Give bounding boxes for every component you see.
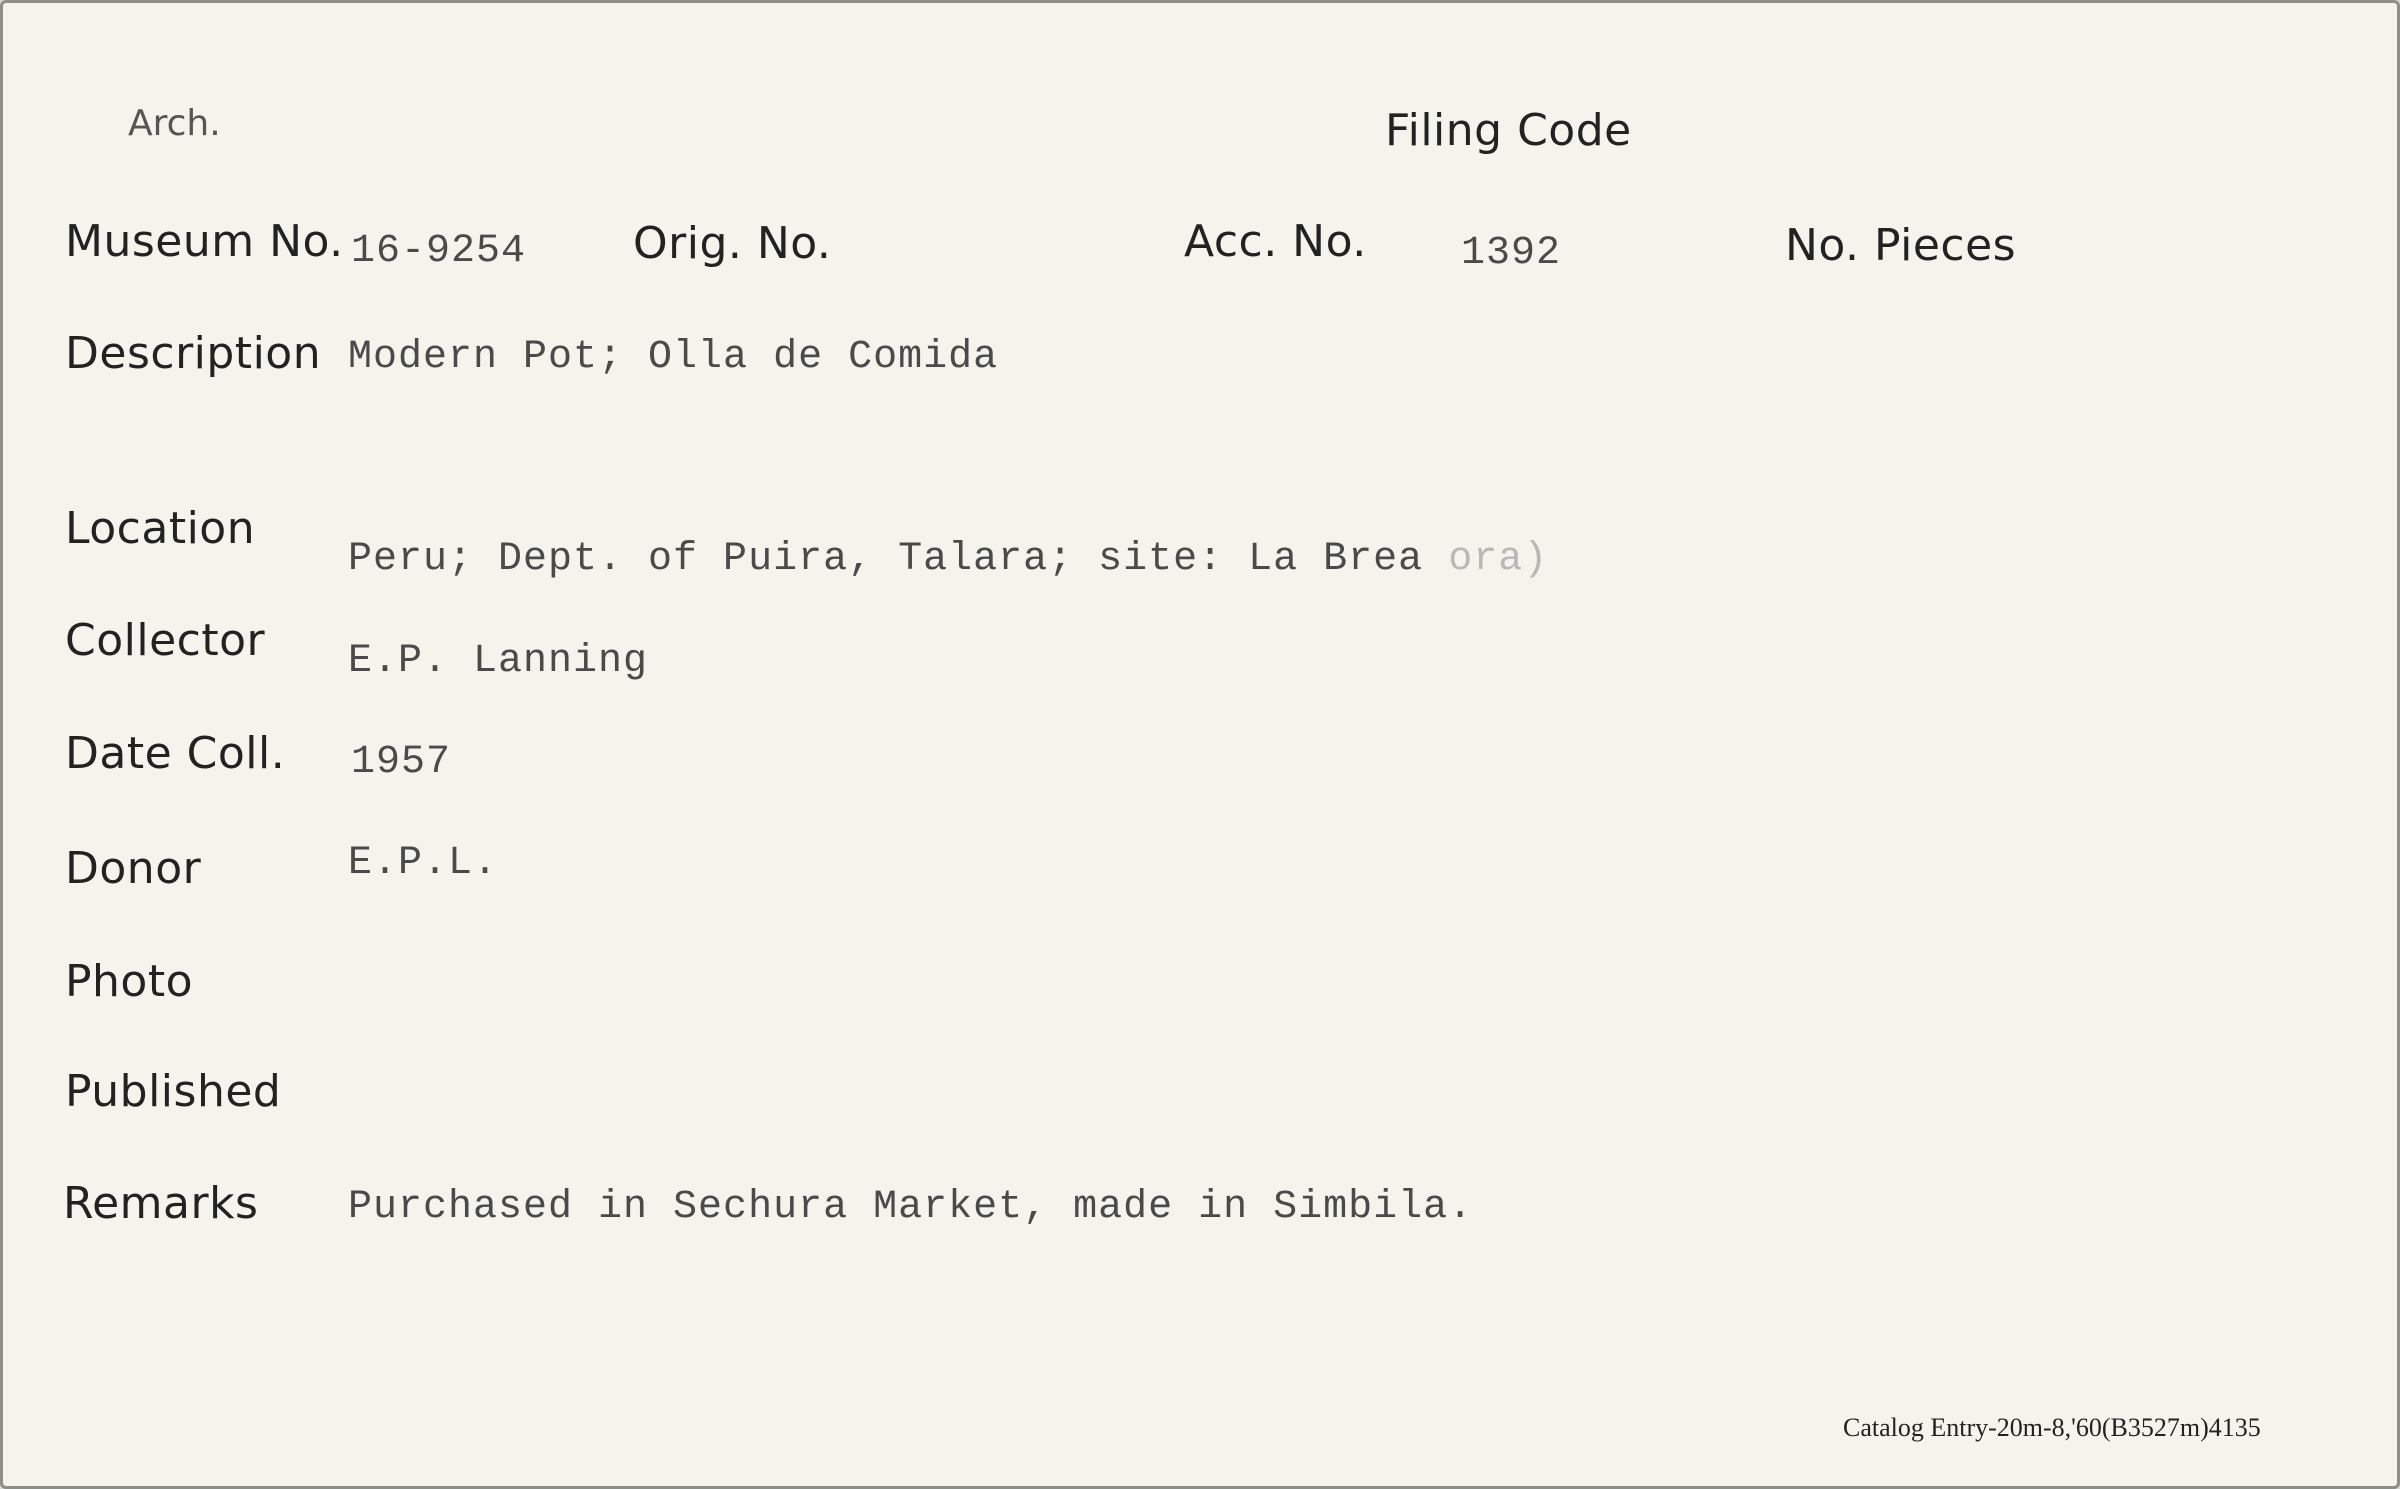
description-label: Description — [65, 328, 322, 379]
donor-value: E.P.L. — [348, 841, 499, 886]
photo-label: Photo — [65, 956, 194, 1007]
date-coll-label: Date Coll. — [65, 728, 286, 779]
remarks-value: Purchased in Sechura Market, made in Simbila. — [348, 1185, 1474, 1230]
location-value — [348, 537, 1548, 582]
no-pieces-label: No. Pieces — [1785, 220, 2017, 271]
filing-code-label: Filing Code — [1385, 105, 1632, 156]
acc-no-label: Acc. No. — [1184, 216, 1367, 267]
museum-no-label: Museum No. — [65, 216, 344, 267]
description-value: Modern Pot; Olla de Comida — [348, 335, 999, 380]
collector-label: Collector — [65, 615, 266, 666]
footer-print: Catalog Entry-20m-8,'60(B3527m)4135 — [1843, 1413, 2261, 1442]
location-faint-tail: ora) — [1448, 537, 1549, 582]
published-label: Published — [65, 1066, 282, 1117]
donor-label: Donor — [65, 843, 202, 894]
museum-no-value: 16-9254 — [351, 229, 527, 274]
location-label: Location — [65, 503, 256, 554]
remarks-label: Remarks — [63, 1178, 259, 1229]
collector-value: E.P. Lanning — [348, 639, 649, 684]
orig-no-label: Orig. No. — [633, 218, 832, 269]
location-text: Peru; Dept. of Puira, Talara; site: La Brea — [348, 537, 1424, 582]
acc-no-value: 1392 — [1461, 231, 1562, 276]
date-coll-value: 1957 — [351, 740, 452, 785]
corner-mark: Arch. — [128, 103, 221, 144]
